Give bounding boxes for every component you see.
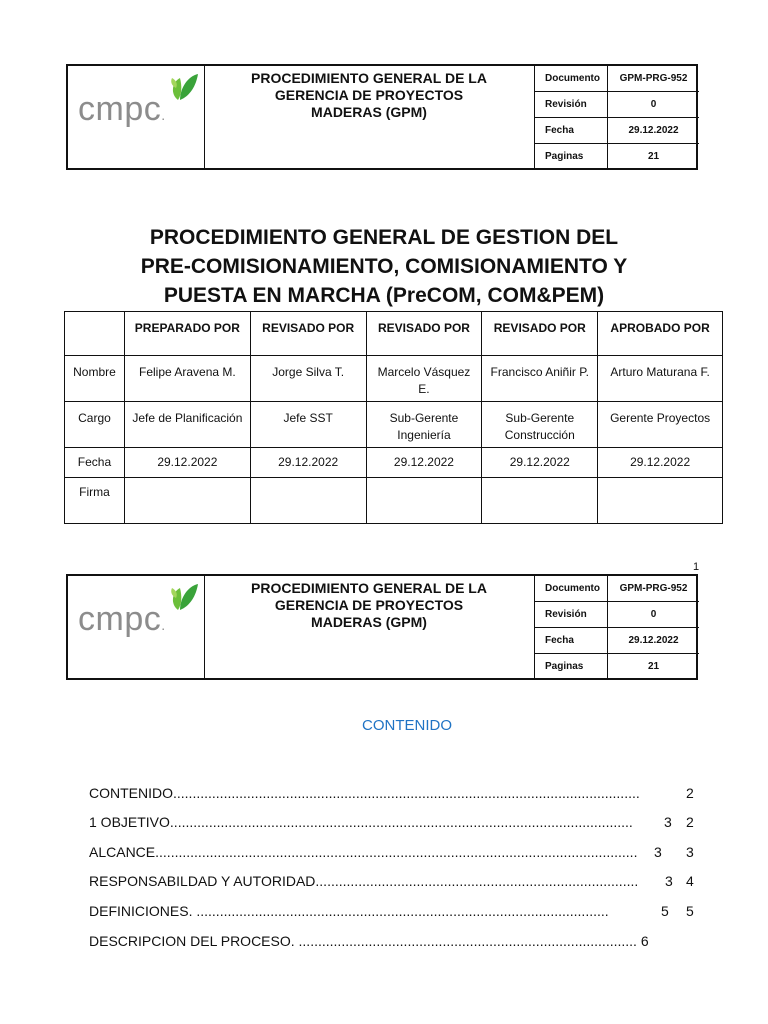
meta-row-fecha: Fecha 29.12.2022 (535, 118, 699, 144)
signature-cell (124, 478, 250, 524)
logo-cell (68, 66, 205, 168)
leaf-logo-icon (166, 580, 200, 614)
signature-cell (366, 478, 482, 524)
toc-entry[interactable]: ALCANCE............................................................................................................................ 3 3 (89, 844, 694, 860)
leaf-logo-icon (166, 70, 200, 104)
toc-entry[interactable]: RESPONSABILDAD Y AUTORIDAD................................................................................... 3 4 (89, 873, 694, 889)
toc-entry[interactable]: CONTENIDO........................................................................................................................ 2 (89, 785, 694, 801)
cmpc-logo: cmpc. (78, 600, 166, 638)
page-number: 1 (693, 561, 700, 573)
table-row: Firma (65, 478, 723, 524)
header-meta (534, 576, 699, 678)
header-title: PROCEDIMIENTO GENERAL DE LA GERENCIA DE PROYECTOS MADERAS (GPM) (251, 580, 487, 630)
document-title: PROCEDIMIENTO GENERAL DE GESTION DEL PRE-COMISIONAMIENTO, COMISIONAMIENTO Y PUESTA EN MARCHA (PreCOM, COM&PEM) (140, 226, 628, 307)
table-row: Fecha 29.12.2022 29.12.2022 29.12.2022 29.12.2022 29.12.2022 (65, 448, 723, 478)
meta-row-documento: Documento GPM-PRG-952 (535, 576, 699, 602)
meta-row-revision: Revisión 0 (535, 602, 699, 628)
table-header-row: PREPARADO POR REVISADO POR REVISADO POR REVISADO POR APROBADO POR (65, 312, 723, 356)
toc-entry[interactable]: DEFINICIONES. .......................................................................................................... 5 5 (89, 903, 694, 919)
header-meta (534, 66, 699, 168)
document-header (66, 64, 698, 170)
meta-row-revision: Revisión 0 (535, 92, 699, 118)
header-title: PROCEDIMIENTO GENERAL DE LA GERENCIA DE PROYECTOS MADERAS (GPM) (251, 70, 487, 120)
meta-row-paginas: Paginas 21 (535, 654, 699, 680)
contenido-heading: CONTENIDO (362, 717, 452, 734)
table-row: Cargo Jefe de Planificación Jefe SST Sub-Gerente Ingeniería Sub-Gerente Construcción Gerente Proyectos (65, 402, 723, 448)
signature-cell (598, 478, 723, 524)
meta-row-documento: Documento GPM-PRG-952 (535, 66, 699, 92)
cmpc-logo: cmpc. (78, 90, 166, 128)
signature-cell (482, 478, 598, 524)
document-header-page-2 (66, 574, 698, 680)
logo-cell (68, 576, 205, 678)
toc-entry[interactable]: DESCRIPCION DEL PROCESO. ....................................................................................... 6 (89, 933, 649, 949)
table-row: Nombre Felipe Aravena M. Jorge Silva T. Marcelo Vásquez E. Francisco Aniñir P. Arturo Maturana F. (65, 356, 723, 402)
meta-row-fecha: Fecha 29.12.2022 (535, 628, 699, 654)
approval-table (64, 311, 723, 524)
toc-entry[interactable]: 1 OBJETIVO....................................................................................................................... 3 2 (89, 814, 694, 830)
signature-cell (250, 478, 366, 524)
meta-row-paginas: Paginas 21 (535, 144, 699, 170)
